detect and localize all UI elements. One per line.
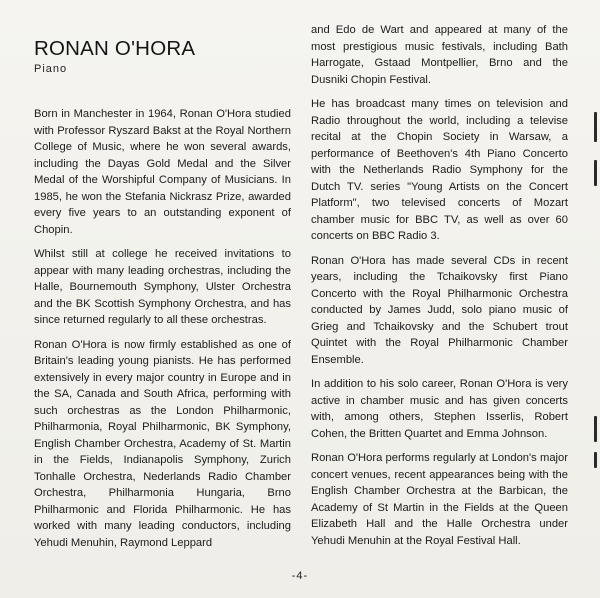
biography-paragraph-4: and Edo de Wart and appeared at many of the most prestigious music festivals, including Bath Harrogate, Gstaad Montpellier, Brno and the Dusniki Chopin Festival.: [311, 24, 568, 86]
biography-paragraph-2: Whilst still at college he received invitations to appear with many leading orchestras, including the Halle, Bournemouth Symphony, Ulster Orchestra and the BK Scottish Symphony Orchestra, and has since returned regularly to all these orchestras.: [34, 248, 291, 326]
scan-edge-mark: [594, 112, 597, 142]
scan-edge-mark: [594, 160, 597, 186]
biography-paragraph-6: Ronan O'Hora has made several CDs in recent years, including the Tchaikovsky first Piano Concerto with the Royal Philharmonic Orchestra conducted by James Judd, solo piano music of Grieg and Tchaikovsky and the Schubert trout Quintet with the Royal Philharmonic Chamber Ensemble.: [311, 254, 568, 366]
page-title: RONAN O'HORA: [34, 37, 196, 60]
page-number: -4-: [291, 570, 309, 582]
biography-paragraph-5: He has broadcast many times on television and Radio throughout the world, including a televise recital at the Chopin Society in Warsaw, a performance of Beethoven's 4th Piano Concerto with the Netherlands Radio Symphony for the Dutch TV. series "Young Artists on the Concert Platform", two televised concerts of Mozart chamber music for BBC TV, as well as over 60 concerts on BBC Radio 3.: [311, 98, 568, 242]
scan-edge-mark: [594, 416, 597, 442]
biography-paragraph-7: In addition to his solo career, Ronan O'Hora is very active in chamber music and has given concerts with, among others, Stephen Isserlis, Robert Cohen, the Britten Quartet and Emma Johnson.: [311, 378, 568, 440]
biography-paragraph-1: Born in Manchester in 1964, Ronan O'Hora studied with Professor Ryszard Bakst at the Royal Northern College of Music, where he won several awards, including the Dayas Gold Medal and the Silver Medal of the Worshipful Company of Musicians. In 1985, he won the Stefania Nickrasz Prize, awarded every five years to an outstanding exponent of Chopin.: [34, 108, 291, 236]
biography-paragraph-3: Ronan O'Hora is now firmly established as one of Britain's leading young pianists. He has performed extensively in every major country in Europe and in the SA, Canada and South Africa, performing with such orchestras as the London Philharmonic, Philharmonia, Royal Philharmonic, BK Symphony, English Chamber Orchestra, Academy of St. Martin in the Fields, Indianapolis Symphony, Zurich Tonhalle Orchestra, Nederlands Radio Chamber Orchestra, Philharmonia Hungaria, Brno Philharmonic and Florida Philharmonic. He has worked with many leading conductors, including Yehudi Menuhin, Raymond Leppard: [34, 338, 291, 549]
right-column: [311, 22, 568, 557]
scan-edge-mark: [594, 452, 597, 468]
page-subtitle: Piano: [34, 63, 68, 75]
biography-paragraph-8: Ronan O'Hora performs regularly at London's major concert venues, recent appearances being with the English Chamber Orchestra at the Barbican, the Academy of St Martin in the Fields at the Queen Elizabeth Hall and the Halle Orchestra under Yehudi Menuhin at the Royal Festival Hall.: [311, 452, 568, 547]
left-column: [34, 36, 291, 559]
